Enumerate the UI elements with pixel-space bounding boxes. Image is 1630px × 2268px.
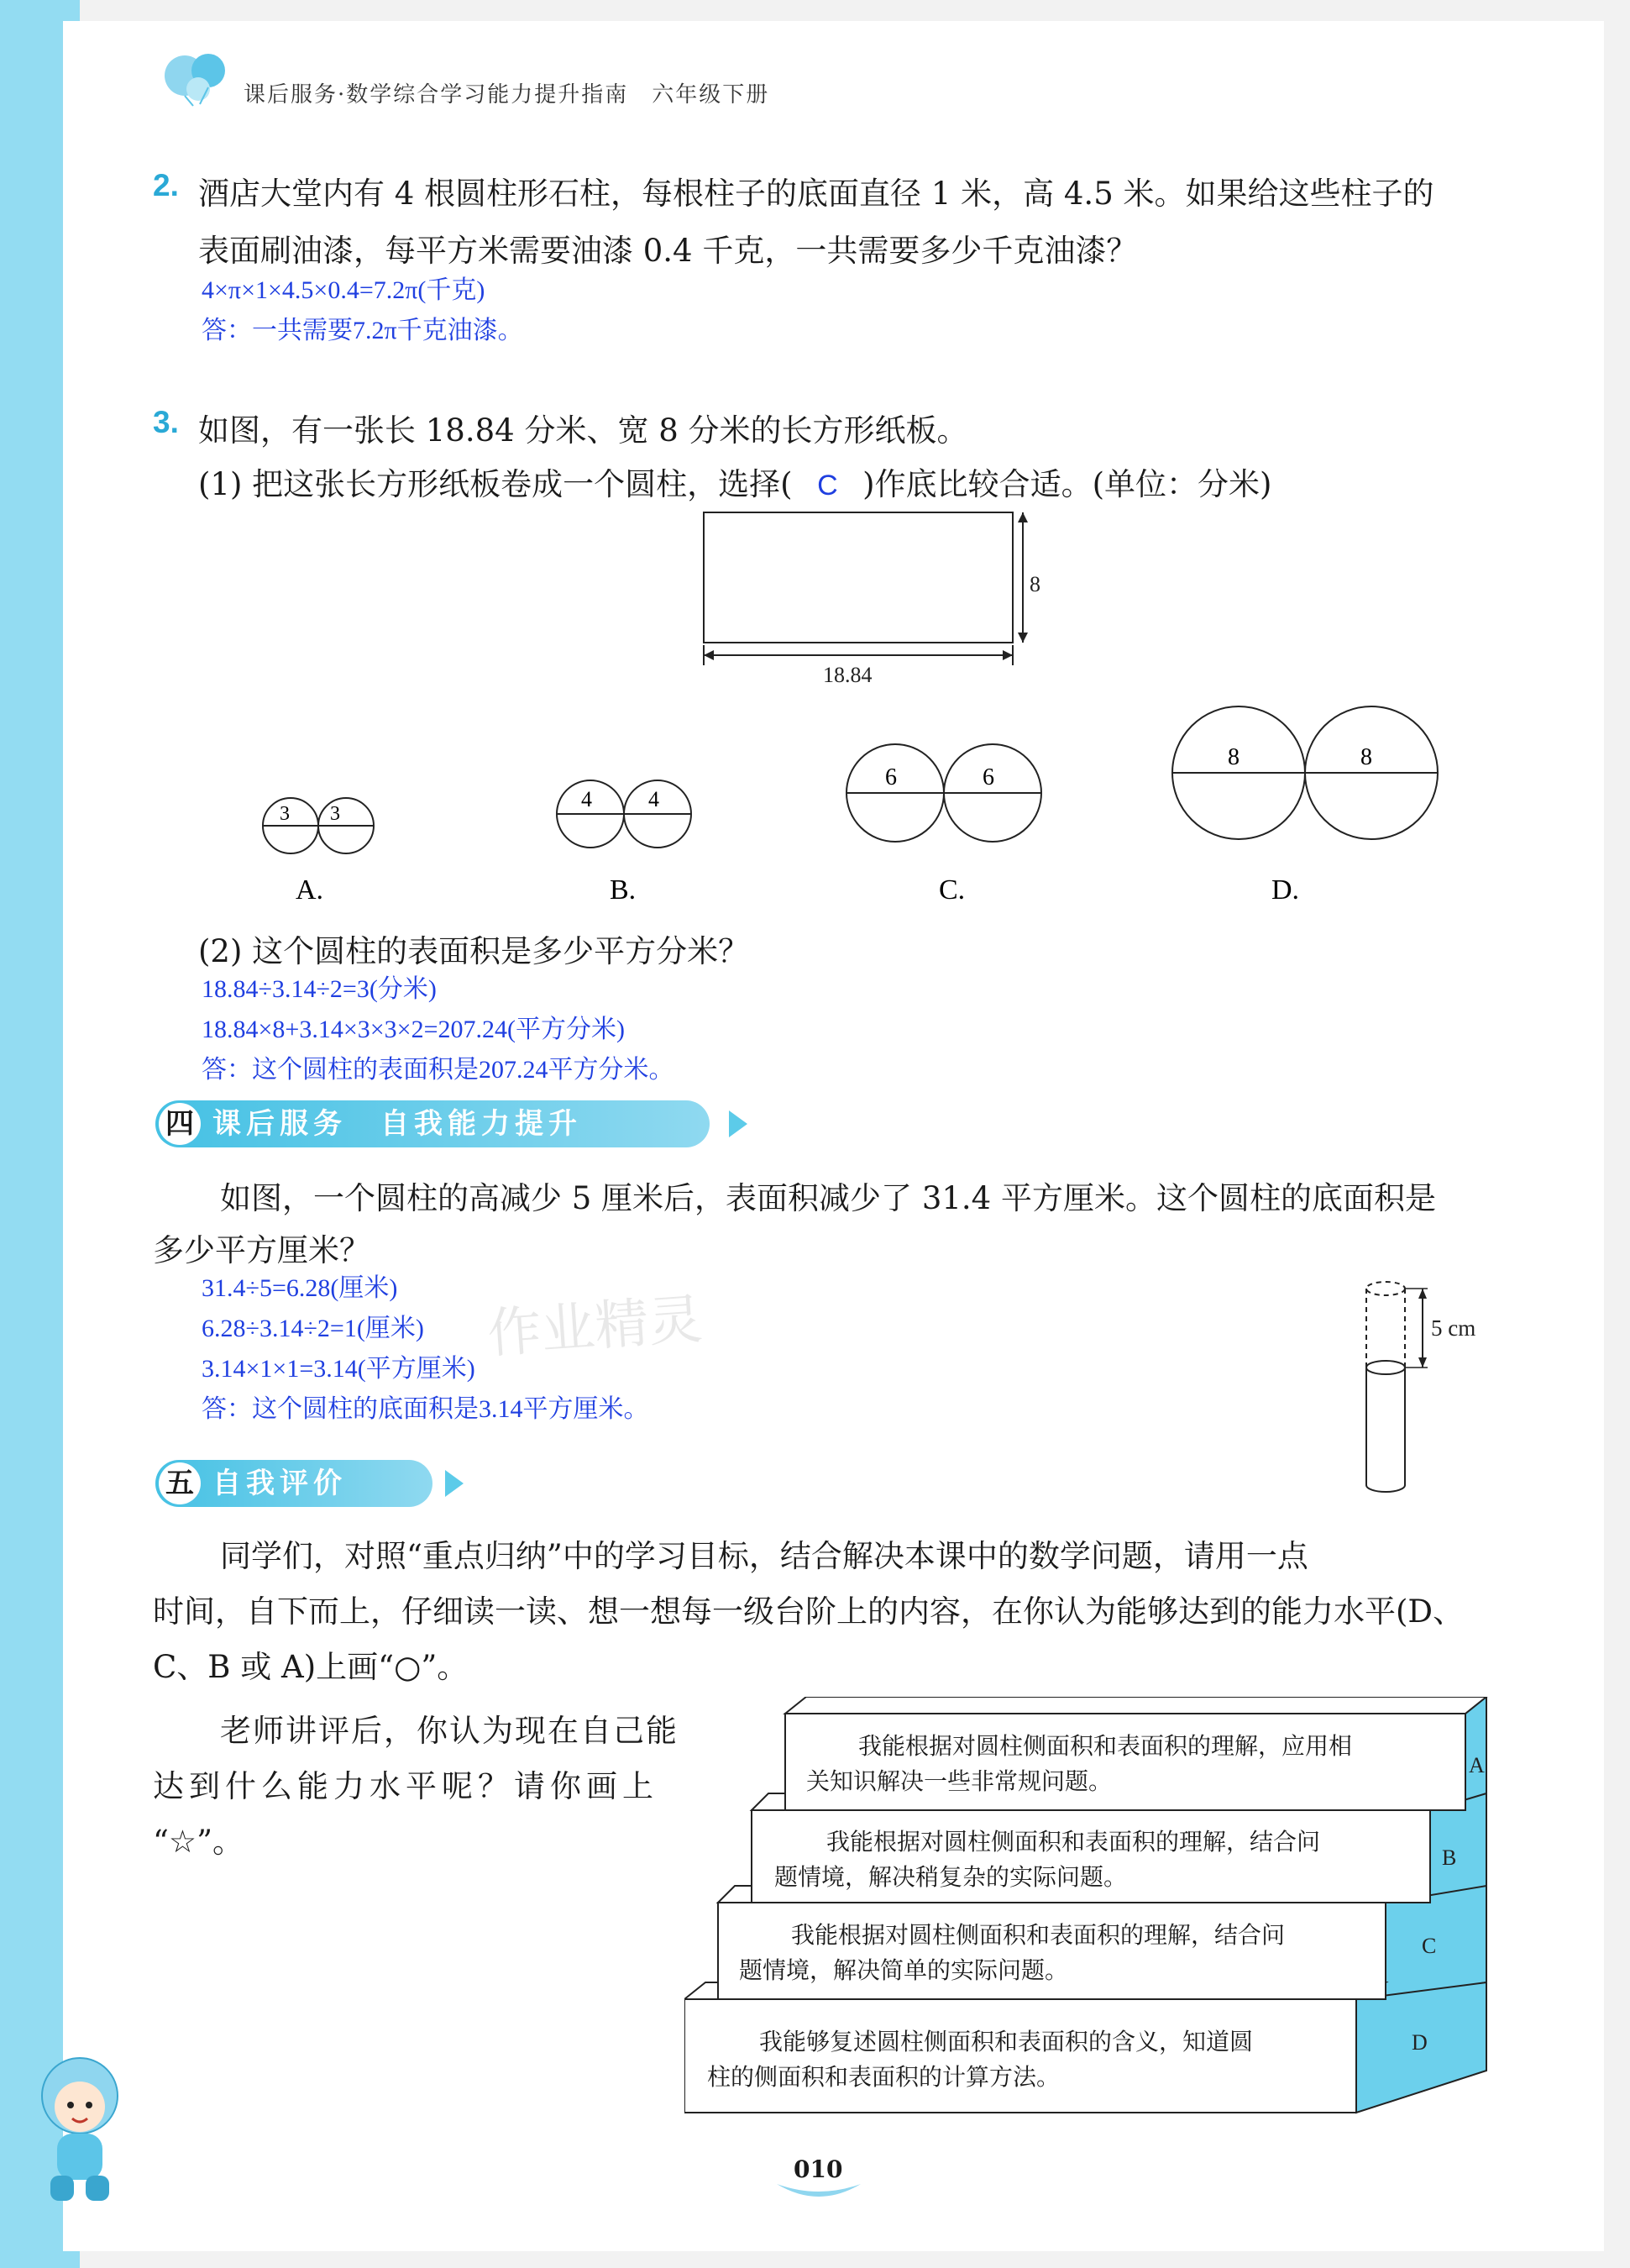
- rect-length-label: 18.84: [823, 663, 873, 687]
- header-title: 课后服务·数学综合学习能力提升指南 六年级下册: [244, 82, 770, 108]
- q3-part2: (2) 这个圆柱的表面积是多少平方分米？: [198, 933, 750, 969]
- option-d-diameter: 8: [1228, 744, 1240, 770]
- section5-para2-line3: “☆”。: [153, 1824, 244, 1860]
- option-b-circles: [557, 780, 691, 906]
- q3-answer-line3: 答：这个圆柱的表面积是207.24平方分米。: [202, 1056, 674, 1084]
- step-b-level: B: [1442, 1845, 1457, 1870]
- section4-badge: 四: [159, 1103, 201, 1145]
- page-number: 010: [794, 2155, 843, 2183]
- q3-number: 3.: [153, 405, 179, 439]
- step-a-text: [806, 1729, 1352, 1799]
- section4-text-line1: 如图，一个圆柱的高减少 5 厘米后，表面积减少了 31.4 平方厘米。这个圆柱的底面积是: [220, 1180, 1436, 1216]
- paper-rectangle-figure: [689, 504, 1050, 689]
- section5-para1-line3: C、B 或 A)上画“○”。: [153, 1649, 469, 1685]
- section5-title: 自我评价: [212, 1467, 347, 1500]
- circle-options-figure: [244, 706, 1478, 916]
- step-d-text: [707, 2024, 1253, 2095]
- q2-text-line1: 酒店大堂内有 4 根圆柱形石柱，每根柱子的底面直径 1 米，高 4.5 米。如果给这些柱子的: [198, 176, 1434, 212]
- step-c-text: [739, 1918, 1285, 1988]
- step-c-line2: 题情境，解决简单的实际问题。: [739, 1956, 1069, 1984]
- option-a-diameter-2: 3: [330, 803, 340, 825]
- q2-number: 2.: [153, 168, 179, 202]
- cylinder-height-label: 5 cm: [1431, 1315, 1476, 1341]
- option-b-diameter-2: 4: [648, 787, 659, 811]
- step-d-level: D: [1412, 2030, 1428, 2055]
- rect-width-label: 8: [1030, 572, 1040, 596]
- q3-answer-line1: 18.84÷3.14÷2=3(分米): [202, 975, 437, 1003]
- option-b-diameter: 4: [581, 787, 592, 811]
- section4-title: 课后服务 自我能力提升: [212, 1107, 582, 1141]
- option-d-label: D.: [1271, 874, 1300, 906]
- step-a-line1: 我能根据对圆柱侧面积和表面积的理解，应用相: [858, 1732, 1353, 1760]
- option-a-label: A.: [296, 874, 324, 906]
- section4-arrow-icon: [729, 1110, 747, 1137]
- section5-para1-line1: 同学们，对照“重点归纳”中的学习目标，结合解决本课中的数学问题，请用一点: [220, 1538, 1308, 1574]
- step-c-line1: 我能根据对圆柱侧面积和表面积的理解，结合问: [791, 1921, 1286, 1949]
- q3-answer-line2: 18.84×8+3.14×3×3×2=207.24(平方分米): [202, 1016, 625, 1043]
- step-b-line2: 题情境，解决稍复杂的实际问题。: [774, 1863, 1128, 1891]
- q3-part1-prefix: (1) 把这张长方形纸板卷成一个圆柱，选择(: [198, 466, 793, 502]
- q2-answer-line2: 答：一共需要7.2π千克油漆。: [202, 317, 523, 344]
- section5-para2-line2: 达到什么能力水平呢？请你画上: [153, 1768, 658, 1804]
- boy-mascot-icon: [17, 2050, 143, 2218]
- balloon-logo-icon: [160, 49, 235, 108]
- section5-para1-line2: 时间，自下而上，仔细读一读、想一想每一级台阶上的内容，在你认为能够达到的能力水平(D、: [153, 1593, 1465, 1630]
- section4-banner: [155, 1100, 710, 1147]
- step-d-line1: 我能够复述圆柱侧面积和表面积的含义，知道圆: [759, 2028, 1254, 2055]
- option-b-label: B.: [610, 874, 637, 906]
- q3-text-line1: 如图，有一张长 18.84 分米、宽 8 分米的长方形纸板。: [198, 412, 968, 449]
- option-c-diameter-2: 6: [983, 764, 994, 790]
- q2-answer-line1: 4×π×1×4.5×0.4=7.2π(千克): [202, 276, 485, 304]
- q3-part1-suffix: )作底比较合适。(单位：分米): [862, 466, 1272, 502]
- step-a-level: A: [1469, 1753, 1485, 1777]
- section4-answer-line3: 3.14×1×1=3.14(平方厘米): [202, 1355, 475, 1383]
- step-c-level: C: [1422, 1934, 1437, 1958]
- step-b-text: [774, 1824, 1320, 1895]
- option-c-diameter: 6: [885, 764, 897, 790]
- step-d-line2: 柱的侧面积和表面积的计算方法。: [707, 2063, 1061, 2091]
- q3-part1: [198, 459, 1271, 504]
- cylinder-figure: [1352, 1277, 1503, 1504]
- q2-text-line2: 表面刷油漆，每平方米需要油漆 0.4 千克，一共需要多少千克油漆？: [198, 233, 1138, 269]
- step-b-line1: 我能根据对圆柱侧面积和表面积的理解，结合问: [826, 1828, 1321, 1856]
- section4-text-line2: 多少平方厘米？: [153, 1232, 370, 1268]
- section5-arrow-icon: [445, 1470, 464, 1497]
- step-a-line2: 关知识解决一些非常规问题。: [806, 1767, 1113, 1795]
- q3-part1-answer: C: [817, 470, 838, 501]
- option-d-diameter-2: 8: [1360, 744, 1372, 770]
- section5-para2-line1: 老师讲评后，你认为现在自己能: [220, 1713, 679, 1749]
- section5-banner: [155, 1460, 432, 1507]
- section4-answer-line1: 31.4÷5=6.28(厘米): [202, 1274, 398, 1302]
- option-d-circles: [1172, 706, 1438, 906]
- option-a-diameter: 3: [280, 803, 290, 825]
- option-c-circles: [846, 744, 1041, 906]
- option-c-label: C.: [939, 874, 966, 906]
- section5-badge: 五: [159, 1462, 201, 1504]
- section4-answer-line2: 6.28÷3.14÷2=1(厘米): [202, 1315, 424, 1342]
- option-a-circles: [263, 798, 374, 906]
- section4-answer-line4: 答：这个圆柱的底面积是3.14平方厘米。: [202, 1395, 649, 1423]
- watermark-text: 作业精灵: [485, 1289, 705, 1366]
